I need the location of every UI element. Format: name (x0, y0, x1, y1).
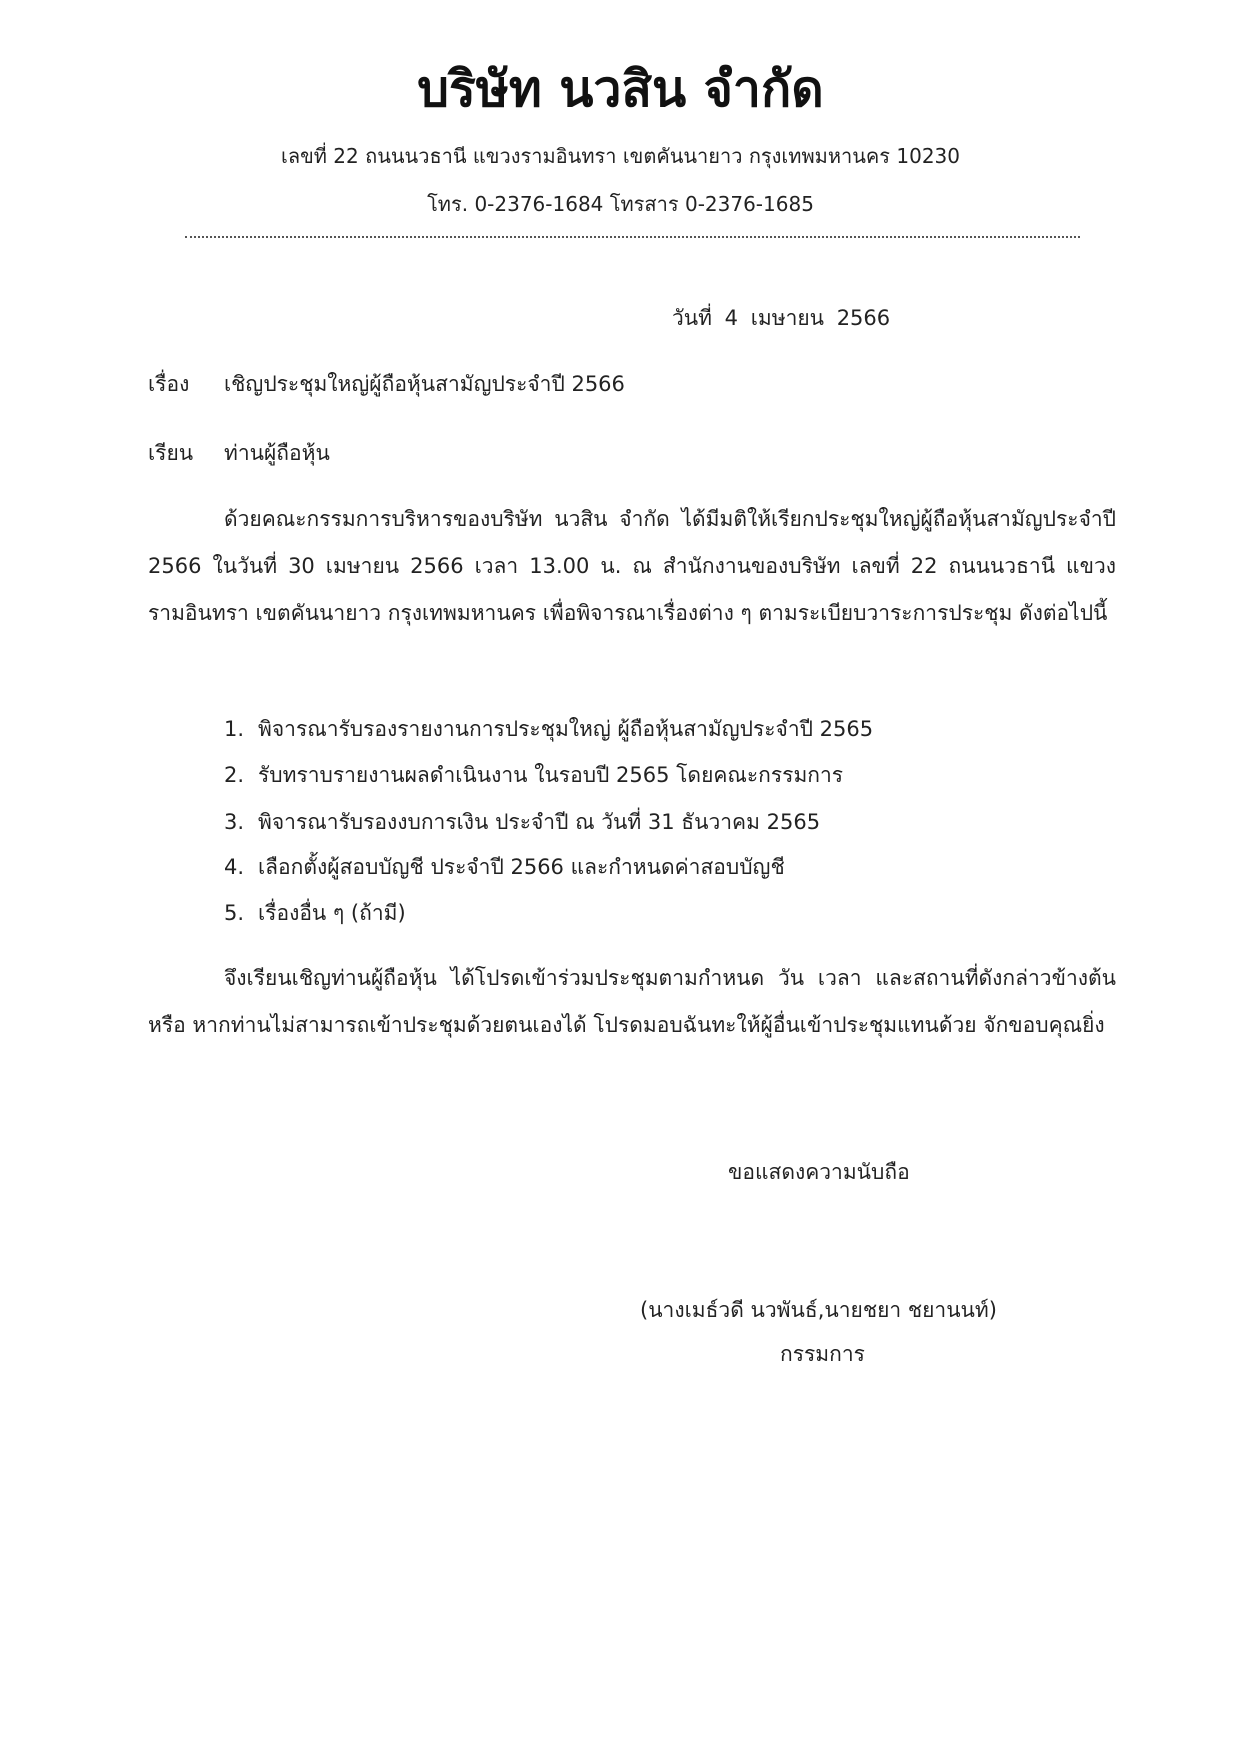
body-paragraph-2-text: จึงเรียนเชิญท่านผู้ถือหุ้น ได้โปรดเข้าร่วมประชุมตามกำหนด วัน เวลา และสถานที่ดังกล่าวข้างต้น หรือ หากท่านไม่สามารถเข้าประชุมด้วยตนเองได้ โปรดมอบฉันทะให้ผู้อื่นเข้าประชุมแทนด้วย จักขอบคุณยิ่ง (148, 966, 1116, 1037)
recipient-value: ท่านผู้ถือหุ้น (224, 441, 330, 465)
agenda-text: พิจารณารับรองรายงานการประชุมใหญ่ ผู้ถือหุ้นสามัญประจำปี 2565 (258, 717, 874, 741)
agenda-text: เรื่องอื่น ๆ (ถ้ามี) (258, 901, 406, 925)
agenda-text: เลือกตั้งผู้สอบบัญชี ประจำปี 2566 และกำหนดค่าสอบบัญชี (258, 855, 785, 879)
subject-value: เชิญประชุมใหญ่ผู้ถือหุ้นสามัญประจำปี 2566 (224, 372, 625, 396)
company-phone: โทร. 0-2376-1684 โทรสาร 0-2376-1685 (427, 192, 814, 216)
agenda-number: 2. (224, 763, 245, 787)
agenda-text: รับทราบรายงานผลดำเนินงาน ในรอบปี 2565 โดยคณะกรรมการ (258, 763, 844, 787)
agenda-text: พิจารณารับรองงบการเงิน ประจำปี ณ วันที่ 31 ธันวาคม 2565 (258, 810, 821, 834)
signatory-title: กรรมการ (780, 1342, 865, 1366)
recipient-label: เรียน (148, 441, 194, 465)
agenda-item (224, 759, 843, 792)
agenda-item (224, 851, 785, 884)
subject-label: เรื่อง (148, 372, 190, 396)
company-address: เลขที่ 22 ถนนนวธานี แขวงรามอินทรา เขตคันนายาว กรุงเทพมหานคร 10230 (280, 144, 961, 168)
closing-salutation: ขอแสดงความนับถือ (728, 1160, 910, 1184)
letter-date: วันที่ 4 เมษายน 2566 (672, 306, 891, 330)
body-paragraph-1-text: ด้วยคณะกรรมการบริหารของบริษัท นวสิน จำกัด ได้มีมติให้เรียกประชุมใหญ่ผู้ถือหุ้นสามัญประจำปี 2566 ในวันที่ 30 เมษายน 2566 เวลา 13.00 น. ณ สำนักงานของบริษัท เลขที่ 22 ถนนนวธานี แขวงรามอินทรา เขตคันนายาว กรุงเทพมหานคร เพื่อพิจารณาเรื่องต่าง ๆ ตามระเบียบวาระการประชุม ดังต่อไปนี้ (148, 507, 1116, 625)
agenda-item (224, 806, 820, 839)
signatory-names: (นางเมธ์วดี นวพันธ์,นายชยา ชยานนท์) (640, 1298, 997, 1322)
agenda-item (224, 713, 873, 746)
agenda-number: 3. (224, 810, 245, 834)
letterhead-divider (185, 236, 1080, 238)
company-name: บริษัท นวสิน จำกัด (417, 60, 824, 118)
body-paragraph-2 (148, 955, 1116, 1049)
agenda-number: 4. (224, 855, 245, 879)
agenda-number: 1. (224, 717, 245, 741)
agenda-number: 5. (224, 901, 245, 925)
agenda-item (224, 897, 406, 930)
body-paragraph-1 (148, 496, 1116, 637)
